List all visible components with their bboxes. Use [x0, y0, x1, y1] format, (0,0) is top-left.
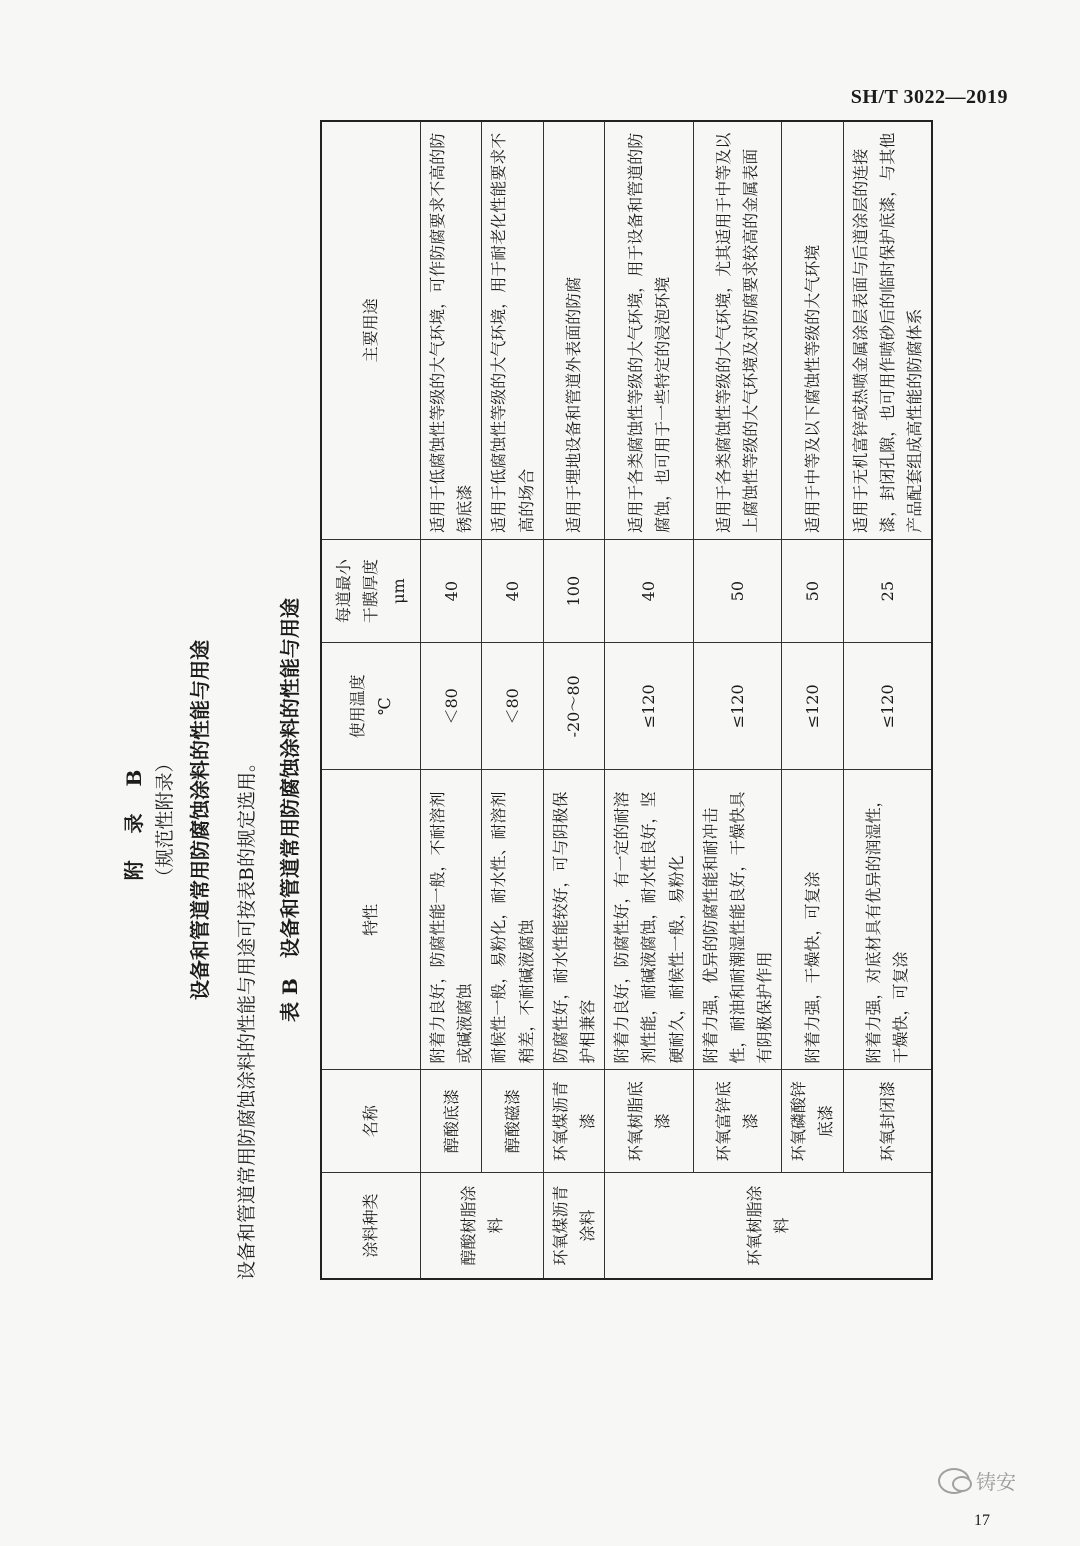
name-cell: 环氧封闭漆	[843, 1070, 932, 1172]
usage-cell: 适用于埋地设备和管道外表面的防腐	[543, 121, 604, 539]
temperature-cell: ≤120	[782, 643, 843, 770]
name-cell: 醇酸底漆	[421, 1070, 482, 1172]
name-cell: 环氧磷酸锌底漆	[782, 1070, 843, 1172]
category-cell: 醇酸树脂涂料	[421, 1172, 544, 1279]
standard-code: SH/T 3022—2019	[850, 86, 1008, 108]
features-cell: 附着力强，优异的防腐性能和耐冲击性，耐油和耐潮湿性能良好，干燥快具有阴极保护作用	[693, 770, 782, 1070]
name-cell: 环氧树脂底漆	[605, 1070, 694, 1172]
thickness-cell: 40	[482, 539, 543, 643]
header-thickness: 每道最小 干膜厚度 μm	[321, 539, 421, 643]
page-number: 17	[974, 1512, 990, 1529]
temperature-cell: ＜80	[482, 643, 543, 770]
rotated-page-content	[0, 60, 1080, 1490]
header-temperature: 使用温度 ℃	[321, 643, 421, 770]
category-cell: 环氧树脂涂料	[605, 1172, 933, 1279]
features-cell: 附着力强，干燥快，可复涂	[782, 770, 843, 1070]
usage-cell: 适用于各类腐蚀性等级的大气环境，尤其适用于中等及以上腐蚀性等级的大气环境及对防腐要求较高的金属表面	[693, 121, 782, 539]
appendix-heading: 设备和管道常用防腐蚀涂料的性能与用途	[188, 640, 212, 1000]
watermark-text: 铸安	[976, 1470, 1016, 1494]
thickness-cell: 40	[421, 539, 482, 643]
header-category: 涂料种类	[321, 1172, 421, 1279]
usage-cell: 适用于低腐蚀性等级的大气环境，可作防腐要求不高的防锈底漆	[421, 121, 482, 539]
thickness-cell: 40	[605, 539, 694, 643]
thickness-cell: 100	[543, 539, 604, 643]
temperature-cell: ≤120	[843, 643, 932, 770]
temperature-cell: ≤120	[605, 643, 694, 770]
usage-cell: 适用于各类腐蚀性等级的大气环境，用于设备和管道的防腐蚀，也可用于一些特定的浸泡环境	[605, 121, 694, 539]
temperature-cell: -20～80	[543, 643, 604, 770]
name-cell: 环氧富锌底漆	[693, 1070, 782, 1172]
table-row	[543, 121, 604, 1279]
table-caption: 表 B 设备和管道常用防腐蚀涂料的性能与用途	[278, 598, 302, 1022]
features-cell: 附着力良好，防腐性能一般，不耐溶剂或碱液腐蚀	[421, 770, 482, 1070]
table-row	[482, 121, 543, 1279]
intro-text: 设备和管道常用防腐蚀涂料的性能与用途可按表B的规定选用。	[236, 753, 258, 1280]
table-row	[843, 121, 932, 1279]
temperature-cell: ≤120	[693, 643, 782, 770]
coating-table	[320, 120, 933, 1280]
header-usage: 主要用途	[321, 121, 421, 539]
header-name: 名称	[321, 1070, 421, 1172]
name-cell: 环氧煤沥青漆	[543, 1070, 604, 1172]
features-cell: 防腐性好，耐水性能较好，可与阴极保护相兼容	[543, 770, 604, 1070]
appendix-subtitle: （规范性附录）	[154, 753, 176, 887]
temperature-cell: ＜80	[421, 643, 482, 770]
appendix-title: 附 录 B	[122, 759, 146, 881]
category-cell: 环氧煤沥青涂料	[543, 1172, 604, 1279]
header-features: 特性	[321, 770, 421, 1070]
thickness-cell: 50	[782, 539, 843, 643]
usage-cell: 适用于无机富锌或热喷金属涂层表面与后道涂层的连接漆，封闭孔隙，也可用作喷砂后的临时保护底漆，与其他产品配套组成高性能的防腐体系	[843, 121, 932, 539]
features-cell: 耐候性一般，易粉化，耐水性、耐溶剂稍差，不耐碱液腐蚀	[482, 770, 543, 1070]
usage-cell: 适用于低腐蚀性等级的大气环境，用于耐老化性能要求不高的场合	[482, 121, 543, 539]
usage-cell: 适用于中等及以下腐蚀性等级的大气环境	[782, 121, 843, 539]
thickness-cell: 25	[843, 539, 932, 643]
name-cell: 醇酸磁漆	[482, 1070, 543, 1172]
table-row	[693, 121, 782, 1279]
table-row	[605, 121, 694, 1279]
wechat-icon	[938, 1468, 970, 1494]
table-row	[421, 121, 482, 1279]
thickness-cell: 50	[693, 539, 782, 643]
features-cell: 附着力强，对底材具有优异的润湿性，干燥快，可复涂	[843, 770, 932, 1070]
table-row	[782, 121, 843, 1279]
watermark	[938, 1466, 1016, 1495]
features-cell: 附着力良好，防腐性好，有一定的耐溶剂性能，耐碱液腐蚀，耐水性良好，坚硬耐久，耐候性一般，易粉化	[605, 770, 694, 1070]
table-header-row	[321, 121, 421, 1279]
